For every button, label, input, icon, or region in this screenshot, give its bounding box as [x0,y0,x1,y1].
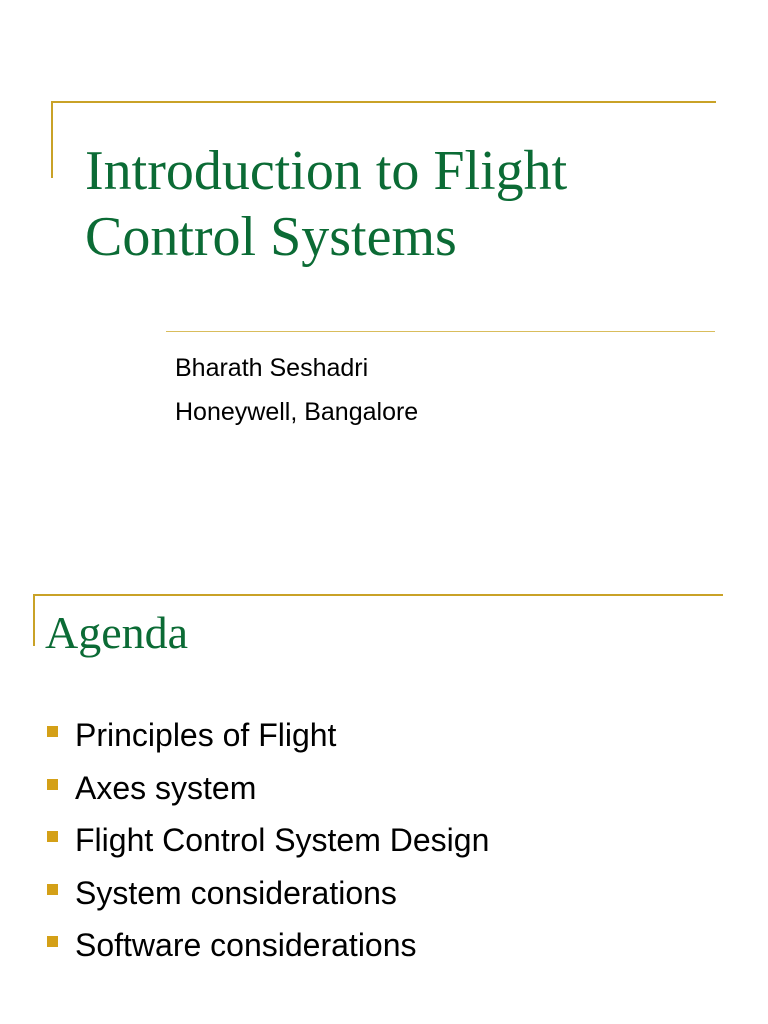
agenda-list [47,715,489,978]
agenda-item [47,873,489,926]
agenda-item [47,715,489,768]
agenda-item [47,768,489,821]
top-accent-rule [33,594,723,596]
subtitle-divider [166,331,715,332]
author-affiliation: Honeywell, Bangalore [175,398,419,426]
agenda-item-text: Principles of Flight [75,717,337,753]
agenda-item-text: System considerations [75,874,397,911]
bullet-square-icon [47,779,58,790]
agenda-item-text: Software considerations [75,927,417,963]
agenda-heading: Agenda [45,607,189,658]
bullet-square-icon [47,726,58,737]
bullet-square-icon [47,936,58,947]
agenda-item-text: Axes system [75,769,257,806]
author-name: Bharath Seshadri [175,354,369,382]
left-accent-rule [51,101,53,178]
bullet-square-icon [47,884,58,895]
bullet-square-icon [47,831,58,842]
top-accent-rule [51,101,716,103]
agenda-item-text: Flight Control System Design [75,822,490,858]
agenda-item [47,925,489,978]
agenda-item [47,820,489,873]
left-accent-rule [33,594,35,646]
agenda-slide [0,560,768,1024]
slide-title: Introduction to Flight Control Systems [85,140,568,268]
